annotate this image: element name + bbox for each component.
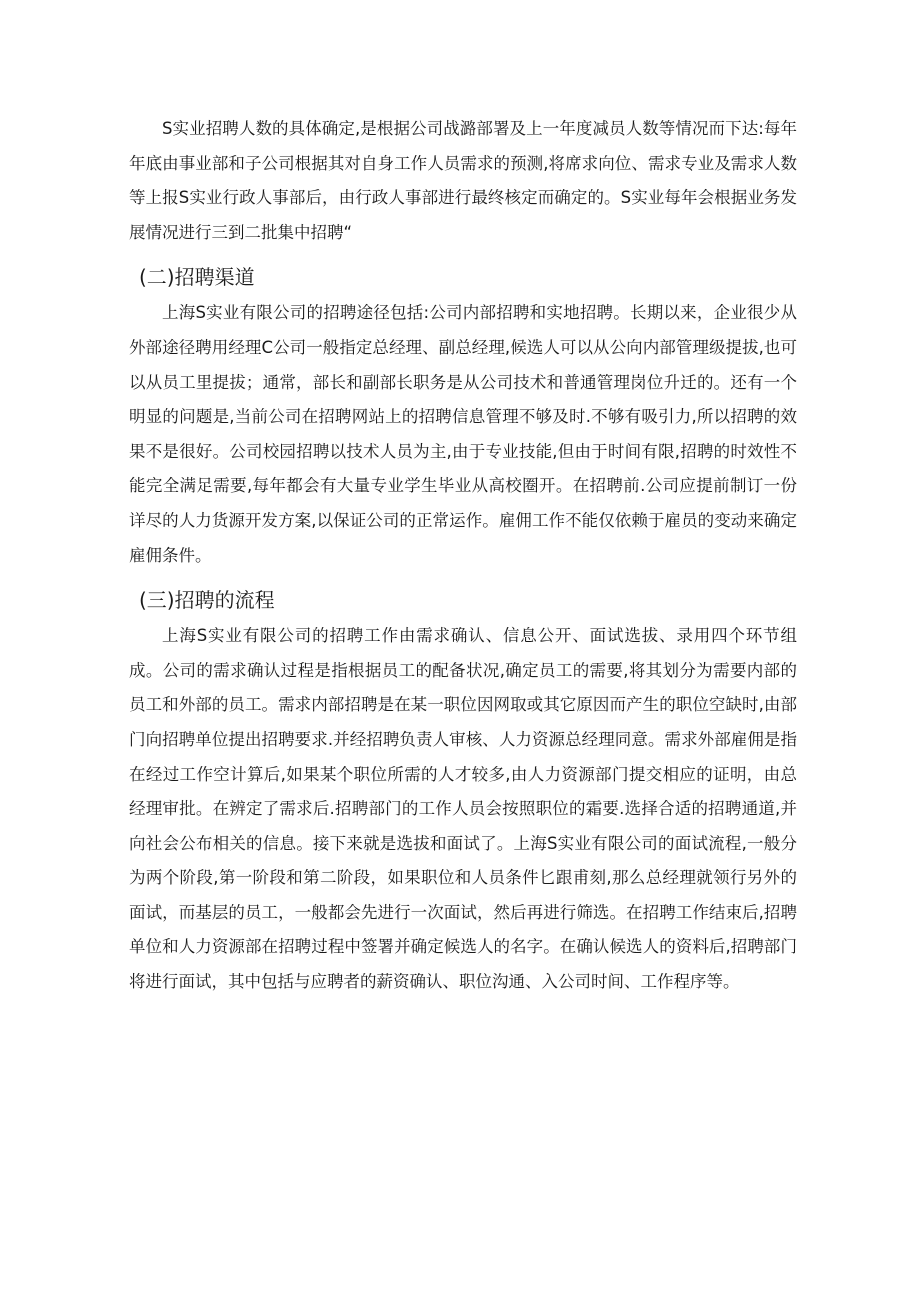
heading-recruitment-process: (三)招聘的流程 [139, 588, 275, 613]
paragraph-recruitment-process: 上海S实业有限公司的招聘工作由需求确认、信息公开、面试选拔、录用四个环节组成。公司的需求确认过程是指根据员工的配备状况,确定员工的需要,将其划分为需要内部的员工和外部的员工。需求内部招聘是在某一职位因网取或其它原因而产生的职位空缺时,由部门向招聘单位提出招聘要求.并经招聘负责人审核、人力资源总经理同意。需求外部雇佣是指在经过工作空计算后,如果某个职位所需的人才较多,由人力资源部门提交相应的证明，由总经理审批。在辨定了需求后.招聘部门的工作人员会按照职位的霜要.选择合适的招聘通道,并向社会公布相关的信息。接下来就是选拔和面试了。上海S实业有限公司的面试流程,一般分为两个阶段,第一阶段和第二阶段，如果职位和人员条件匕跟甫刻,那么总经理就领行另外的面试，而基层的员工，一般都会先进行一次面试，然后再进行筛选。在招聘工作结束后,招聘单位和人力资源部在招聘过程中签署并确定候选人的名字。在确认候选人的资料后,招聘部门将进行面试，其中包括与应聘者的薪资确认、职位沟通、入公司时间、工作程序等。 [129, 626, 797, 992]
document-body [129, 112, 797, 1000]
paragraph-recruitment-channels: 上海S实业有限公司的招聘途径包括:公司内部招聘和实地招聘。长期以来，企业很少从外部途径聘用经理C公司一般指定总经理、副总经理,候选人可以从公向内部管理级提拔,也可以从员工里提拔；通常，部长和副部长职务是从公司技术和普通管理岗位升迁的。还有一个明显的问题是,当前公司在招聘网站上的招聘信息管理不够及时.不够有吸引力,所以招聘的效果不是很好。公司校园招聘以技术人员为主,由于专业技能,但由于时间有限,招聘的时效性不能完全满足需要,每年都会有大量专业学生毕业从高校圈开。在招聘前.公司应提前制订一份详尽的人力货源开发方案,以保证公司的正常运作。雇佣工作不能仅依赖于雇员的变动来确定雇佣条件。 [129, 303, 797, 565]
paragraph-recruitment-numbers: S实业招聘人数的具体确定,是根据公司战潞部署及上一年度减员人数等情况而下达:每年年底由事业部和子公司根据其对自身工作人员需求的预测,将席求向位、需求专业及需求人数等上报S实业行政人事部后，由行政人事部进行最终核定而确定的。S实业每年会根据业务发展情况进行三到二批集中招聘“ [129, 119, 797, 242]
heading-recruitment-channels: (二)招聘渠道 [139, 265, 255, 290]
